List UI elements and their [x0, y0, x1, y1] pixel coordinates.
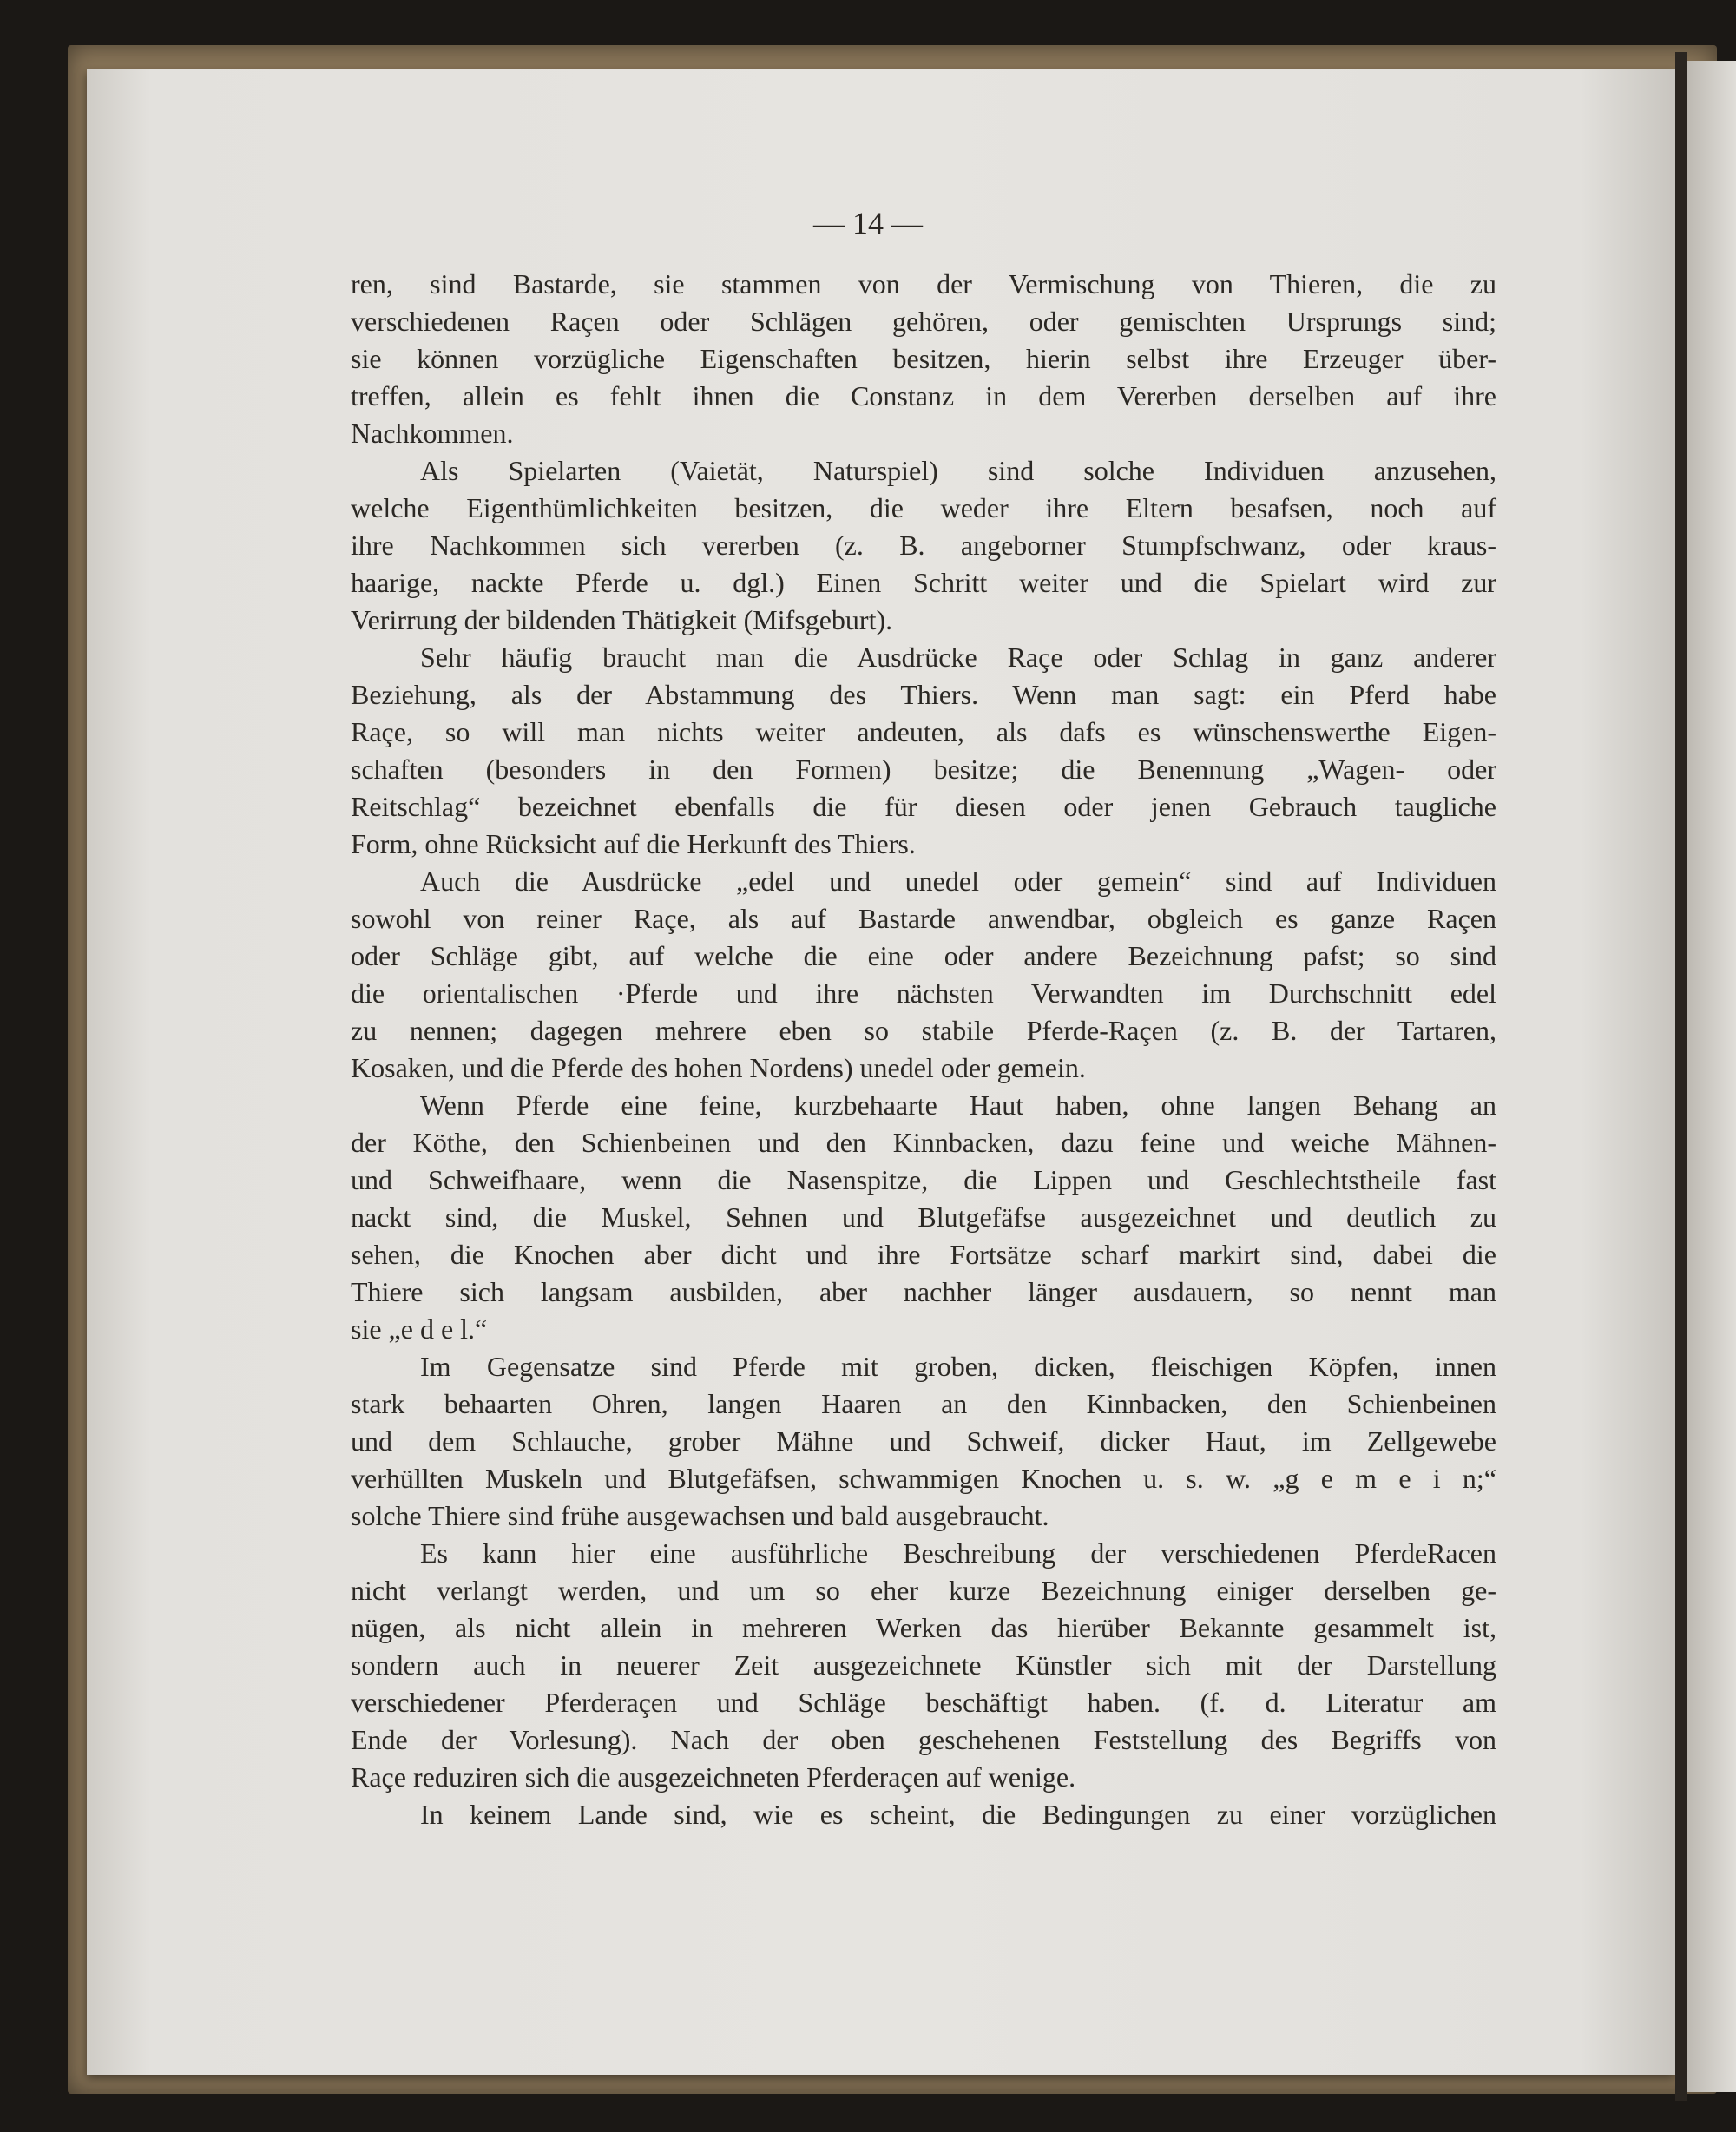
text-line: Beziehung, als der Abstammung des Thiers. Wenn man sagt: ein Pferd habe: [351, 679, 1496, 710]
text-line: solche Thiere sind frühe ausgewachsen und bald ausgebraucht.: [351, 1500, 1049, 1531]
text-line: sie „e d e l.“: [351, 1313, 488, 1345]
text-line: zu nennen; dagegen mehrere eben so stabile Pferde-Raçen (z. B. der Tartaren,: [351, 1015, 1496, 1046]
book-gutter: [1675, 52, 1687, 2101]
text-line: Sehr häufig braucht man die Ausdrücke Raçe oder Schlag in ganz anderer: [420, 642, 1496, 673]
text-line: schaften (besonders in den Formen) besitze; die Benennung „Wagen- oder: [351, 753, 1496, 785]
text-line: Als Spielarten (Vaietät, Naturspiel) sind solche Individuen anzusehen,: [420, 455, 1496, 486]
text-line: der Köthe, den Schienbeinen und den Kinnbacken, dazu feine und weiche Mähnen-: [351, 1127, 1496, 1158]
paragraph: [351, 1535, 1496, 1796]
text-line: Verirrung der bildenden Thätigkeit (Mifsgeburt).: [351, 604, 893, 635]
facing-page-edge: [1687, 61, 1736, 2092]
text-line: haarige, nackte Pferde u. dgl.) Einen Schritt weiter und die Spielart wird zur: [351, 567, 1496, 598]
text-line: Im Gegensatze sind Pferde mit groben, dicken, fleischigen Köpfen, innen: [420, 1351, 1496, 1382]
text-line: ihre Nachkommen sich vererben (z. B. angeborner Stumpfschwanz, oder kraus-: [351, 530, 1496, 561]
text-line: nügen, als nicht allein in mehreren Werken das hierüber Bekannte gesammelt ist,: [351, 1612, 1496, 1643]
paragraph: [351, 1087, 1496, 1348]
text-line: ren, sind Bastarde, sie stammen von der Vermischung von Thieren, die zu: [351, 268, 1496, 299]
text-line: sehen, die Knochen aber dicht und ihre Fortsätze scharf markirt sind, dabei die: [351, 1239, 1496, 1270]
text-line: welche Eigenthümlichkeiten besitzen, die weder ihre Eltern besafsen, noch auf: [351, 492, 1496, 523]
text-line: In keinem Lande sind, wie es scheint, die Bedingungen zu einer vorzüglichen: [420, 1799, 1496, 1830]
text-line: nicht verlangt werden, und um so eher kurze Bezeichnung einiger derselben ge-: [351, 1575, 1496, 1606]
paragraph: [351, 266, 1496, 452]
text-line: sondern auch in neuerer Zeit ausgezeichnete Künstler sich mit der Darstellung: [351, 1649, 1496, 1681]
text-line: oder Schläge gibt, auf welche die eine oder andere Bezeichnung pafst; so sind: [351, 940, 1496, 971]
paragraph: [351, 1796, 1496, 1833]
text-line: Es kann hier eine ausführliche Beschreibung der verschiedenen PferdeRacen: [420, 1537, 1496, 1569]
text-line: treffen, allein es fehlt ihnen die Constanz in dem Vererben derselben auf ihre: [351, 380, 1496, 411]
page-number: — 14 —: [813, 206, 923, 240]
paragraph: [351, 452, 1496, 639]
text-line: Nachkommen.: [351, 418, 514, 449]
paragraph: [351, 863, 1496, 1087]
text-line: nackt sind, die Muskel, Sehnen und Blutgefäfse ausgezeichnet und deutlich zu: [351, 1201, 1496, 1233]
text-line: sowohl von reiner Raçe, als auf Bastarde anwendbar, obgleich es ganze Raçen: [351, 903, 1496, 934]
text-line: Raçe reduziren sich die ausgezeichneten Pferderaçen auf wenige.: [351, 1761, 1076, 1793]
text-line: Raçe, so will man nichts weiter andeuten, als dafs es wünschenswerthe Eigen-: [351, 716, 1496, 747]
text-line: Kosaken, und die Pferde des hohen Nordens) unedel oder gemein.: [351, 1052, 1086, 1083]
text-line: Thiere sich langsam ausbilden, aber nachher länger ausdauern, so nennt man: [351, 1276, 1496, 1307]
text-line: stark behaarten Ohren, langen Haaren an den Kinnbacken, den Schienbeinen: [351, 1388, 1496, 1419]
body-text: [351, 266, 1496, 1833]
text-line: Wenn Pferde eine feine, kurzbehaarte Haut haben, ohne langen Behang an: [420, 1089, 1496, 1121]
text-line: Reitschlag“ bezeichnet ebenfalls die für diesen oder jenen Gebrauch taugliche: [351, 791, 1496, 822]
text-line: und dem Schlauche, grober Mähne und Schweif, dicker Haut, im Zellgewebe: [351, 1425, 1496, 1457]
text-line: Form, ohne Rücksicht auf die Herkunft des Thiers.: [351, 828, 916, 859]
text-line: Auch die Ausdrücke „edel und unedel oder gemein“ sind auf Individuen: [420, 865, 1496, 897]
text-line: sie können vorzügliche Eigenschaften besitzen, hierin selbst ihre Erzeuger über-: [351, 343, 1496, 374]
text-line: Ende der Vorlesung). Nach der oben geschehenen Feststellung des Begriffs von: [351, 1724, 1496, 1755]
paragraph: [351, 1348, 1496, 1535]
text-line: und Schweifhaare, wenn die Nasenspitze, die Lippen und Geschlechtstheile fast: [351, 1164, 1496, 1195]
paragraph: [351, 639, 1496, 863]
text-line: verschiedener Pferderaçen und Schläge beschäftigt haben. (f. d. Literatur am: [351, 1687, 1496, 1718]
text-line: verschiedenen Raçen oder Schlägen gehören, oder gemischten Ursprungs sind;: [351, 306, 1496, 337]
text-line: die orientalischen ·Pferde und ihre nächsten Verwandten im Durchschnitt edel: [351, 977, 1496, 1009]
text-line: verhüllten Muskeln und Blutgefäfsen, schwammigen Knochen u. s. w. „g e m e i n;“: [351, 1463, 1496, 1494]
